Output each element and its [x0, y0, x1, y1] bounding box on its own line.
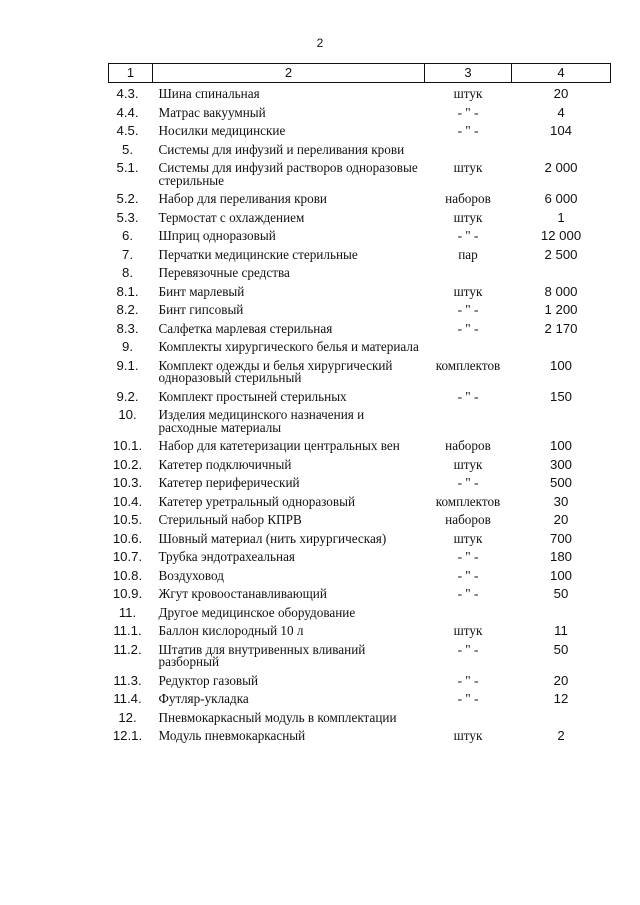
row-quantity: 100 [549, 567, 572, 583]
row-number: 7. [122, 246, 133, 262]
row-description: Системы для инфузий растворов одноразовые стерильные [158, 160, 418, 188]
row-quantity [512, 338, 611, 357]
row-quantity: 500 [549, 475, 572, 490]
row-unit: - " - [457, 302, 479, 317]
row-number: 6. [122, 228, 133, 243]
row-unit: - " - [457, 123, 479, 138]
row-quantity: 50 [553, 641, 569, 657]
row-number: 11.2. [113, 641, 142, 657]
row-unit: штук [453, 86, 483, 101]
row-quantity [512, 604, 611, 623]
row-number: 8. [122, 265, 133, 280]
row-quantity: 2 000 [544, 160, 578, 175]
table-row [109, 264, 611, 283]
table-row [109, 548, 611, 567]
row-description: Набор для переливания крови [158, 191, 327, 206]
row-quantity: 700 [549, 530, 572, 546]
row-quantity [512, 264, 611, 283]
table-row [109, 690, 611, 709]
row-quantity: 100 [549, 438, 572, 453]
row-description: Термостат с охлаждением [158, 209, 305, 225]
row-number: 8.2. [116, 302, 139, 317]
row-number: 11.3. [113, 672, 142, 688]
row-description: Шовный материал (нить хирургическая) [158, 530, 387, 546]
row-quantity [512, 141, 611, 160]
row-description: Матрас вакуумный [158, 104, 266, 120]
row-number: 5. [122, 141, 133, 157]
row-number: 4.5. [116, 123, 139, 138]
row-unit: - " - [457, 672, 479, 688]
row-unit [425, 141, 512, 160]
row-quantity: 20 [553, 86, 569, 101]
row-quantity: 2 500 [544, 246, 578, 262]
row-quantity: 50 [553, 586, 569, 601]
row-unit: комплектов [435, 357, 501, 373]
row-description: Пневмокаркасный модуль в комплектации [158, 709, 397, 725]
row-description: Штатив для внутривенных вливаний разборный [158, 641, 366, 669]
table-row [109, 437, 611, 456]
items-table [108, 63, 611, 746]
row-number: 10.7. [112, 549, 143, 564]
row-unit: - " - [457, 388, 479, 404]
row-number: 10.2. [112, 456, 143, 472]
row-description: Трубка эндотрахеальная [158, 549, 295, 564]
row-number: 10.4. [112, 493, 143, 509]
row-unit: наборов [445, 191, 491, 206]
table-row [109, 357, 611, 388]
row-quantity: 150 [549, 388, 572, 404]
table-row [109, 209, 611, 228]
row-number: 5.3. [116, 209, 139, 225]
table-row [109, 604, 611, 623]
row-description: Жгут кровоостанавливающий [158, 586, 327, 601]
header-row [109, 64, 611, 83]
row-number: 12.1. [112, 728, 143, 743]
row-quantity: 11 [554, 623, 568, 638]
table-row [109, 567, 611, 586]
table-row [109, 190, 611, 209]
row-number: 10.5. [112, 512, 143, 527]
row-unit: - " - [457, 586, 479, 601]
row-number: 4.4. [116, 104, 139, 120]
row-number: 10. [118, 407, 137, 422]
row-description: Изделия медицинского назначения и расходные материалы [158, 407, 365, 435]
row-quantity: 100 [549, 357, 572, 373]
row-unit: штук [453, 456, 483, 472]
row-unit: - " - [457, 320, 479, 336]
header-cell-number: 1 [109, 64, 153, 83]
row-unit [425, 604, 512, 623]
table-row [109, 83, 611, 104]
row-description: Перевязочные средства [158, 265, 290, 280]
table-row [109, 283, 611, 302]
row-description: Комплект простыней стерильных [158, 388, 347, 404]
row-unit: штук [453, 728, 483, 743]
row-number: 10.8. [112, 567, 143, 583]
table-header [109, 64, 611, 83]
table-body [109, 83, 611, 746]
row-description: Редуктор газовый [158, 672, 259, 688]
row-unit [425, 709, 512, 728]
row-quantity [512, 406, 611, 437]
row-quantity: 20 [553, 672, 569, 688]
row-quantity: 30 [553, 493, 569, 509]
row-number: 10.1. [112, 438, 143, 453]
row-description: Катетер периферический [158, 475, 300, 490]
row-quantity: 2 [557, 728, 565, 743]
row-description: Бинт марлевый [158, 283, 245, 299]
row-description: Модуль пневмокаркасный [158, 728, 306, 743]
row-description: Перчатки медицинские стерильные [158, 246, 358, 262]
row-quantity: 12 [553, 691, 569, 706]
row-description: Воздуховод [158, 567, 224, 583]
header-cell-quantity: 4 [512, 64, 611, 83]
row-unit: наборов [445, 512, 491, 527]
row-description: Баллон кислородный 10 л [158, 623, 304, 638]
row-unit: штук [453, 530, 483, 546]
table-row [109, 727, 611, 746]
row-quantity: 2 170 [544, 320, 578, 336]
table-row [109, 406, 611, 437]
row-unit: штук [453, 623, 483, 638]
row-unit: наборов [445, 438, 491, 453]
row-description: Футляр-укладка [158, 691, 249, 706]
row-number: 8.1. [116, 283, 139, 299]
row-description: Катетер уретральный одноразовый [158, 493, 356, 509]
row-unit: штук [453, 283, 483, 299]
table-row [109, 301, 611, 320]
row-quantity: 8 000 [544, 283, 578, 299]
table-row [109, 456, 611, 475]
page-number: 2 [316, 36, 324, 50]
row-quantity: 1 [557, 209, 565, 225]
table-row [109, 159, 611, 190]
row-unit [425, 406, 512, 437]
row-quantity: 20 [553, 512, 569, 527]
row-quantity: 300 [549, 456, 572, 472]
row-number: 11.4. [113, 691, 142, 706]
row-number: 8.3. [116, 320, 139, 336]
row-unit: штук [453, 209, 483, 225]
row-number: 5.2. [116, 191, 139, 206]
row-unit [425, 264, 512, 283]
row-number: 11. [118, 604, 137, 620]
table-row [109, 493, 611, 512]
row-quantity: 180 [549, 549, 572, 564]
row-unit: штук [453, 160, 483, 175]
row-number: 10.9. [112, 586, 143, 601]
table-row [109, 388, 611, 407]
row-unit: комплектов [435, 493, 501, 509]
row-unit: - " - [457, 691, 479, 706]
header-cell-unit: 3 [425, 64, 512, 83]
row-number: 4.3. [116, 86, 139, 101]
row-number: 5.1. [116, 160, 139, 175]
table-row [109, 585, 611, 604]
row-number: 9. [122, 339, 133, 354]
row-quantity: 4 [557, 104, 565, 120]
table-row [109, 511, 611, 530]
table-row [109, 104, 611, 123]
row-description: Бинт гипсовый [158, 302, 244, 317]
row-number: 9.2. [116, 388, 139, 404]
row-unit: - " - [457, 228, 479, 243]
row-description: Набор для катетеризации центральных вен [158, 438, 400, 453]
row-quantity [512, 709, 611, 728]
row-description: Системы для инфузий и переливания крови [158, 141, 405, 157]
row-description: Комплекты хирургического белья и материала [158, 339, 419, 354]
row-quantity: 6 000 [544, 191, 578, 206]
row-unit: - " - [457, 104, 479, 120]
row-description: Шприц одноразовый [158, 228, 276, 243]
row-unit: пар [458, 246, 478, 262]
table-row [109, 709, 611, 728]
table-row [109, 474, 611, 493]
row-unit: - " - [457, 475, 479, 490]
header-cell-description: 2 [153, 64, 425, 83]
table-row [109, 246, 611, 265]
table-row [109, 338, 611, 357]
row-number: 9.1. [116, 357, 139, 373]
table-row [109, 320, 611, 339]
row-unit [425, 338, 512, 357]
row-quantity: 12 000 [540, 228, 582, 243]
row-unit: - " - [457, 549, 479, 564]
table-row [109, 672, 611, 691]
row-number: 10.6. [112, 530, 143, 546]
row-description: Комплект одежды и белья хирургический одноразовый стерильный [158, 357, 393, 385]
row-quantity: 1 200 [544, 302, 578, 317]
table-row [109, 530, 611, 549]
row-number: 11.1. [113, 623, 142, 638]
table-row [109, 227, 611, 246]
row-description: Стерильный набор КПРВ [158, 512, 302, 527]
row-description: Салфетка марлевая стерильная [158, 320, 333, 336]
row-number: 12. [118, 709, 137, 725]
table-row [109, 141, 611, 160]
row-unit: - " - [457, 641, 479, 657]
row-quantity: 104 [549, 123, 572, 138]
table-row [109, 622, 611, 641]
row-description: Носилки медицинские [158, 123, 286, 138]
row-description: Катетер подключичный [158, 456, 292, 472]
row-description: Шина спинальная [158, 86, 260, 101]
row-number: 10.3. [112, 475, 143, 490]
row-unit: - " - [457, 567, 479, 583]
row-description: Другое медицинское оборудование [158, 604, 356, 620]
table-row [109, 641, 611, 672]
table-row [109, 122, 611, 141]
